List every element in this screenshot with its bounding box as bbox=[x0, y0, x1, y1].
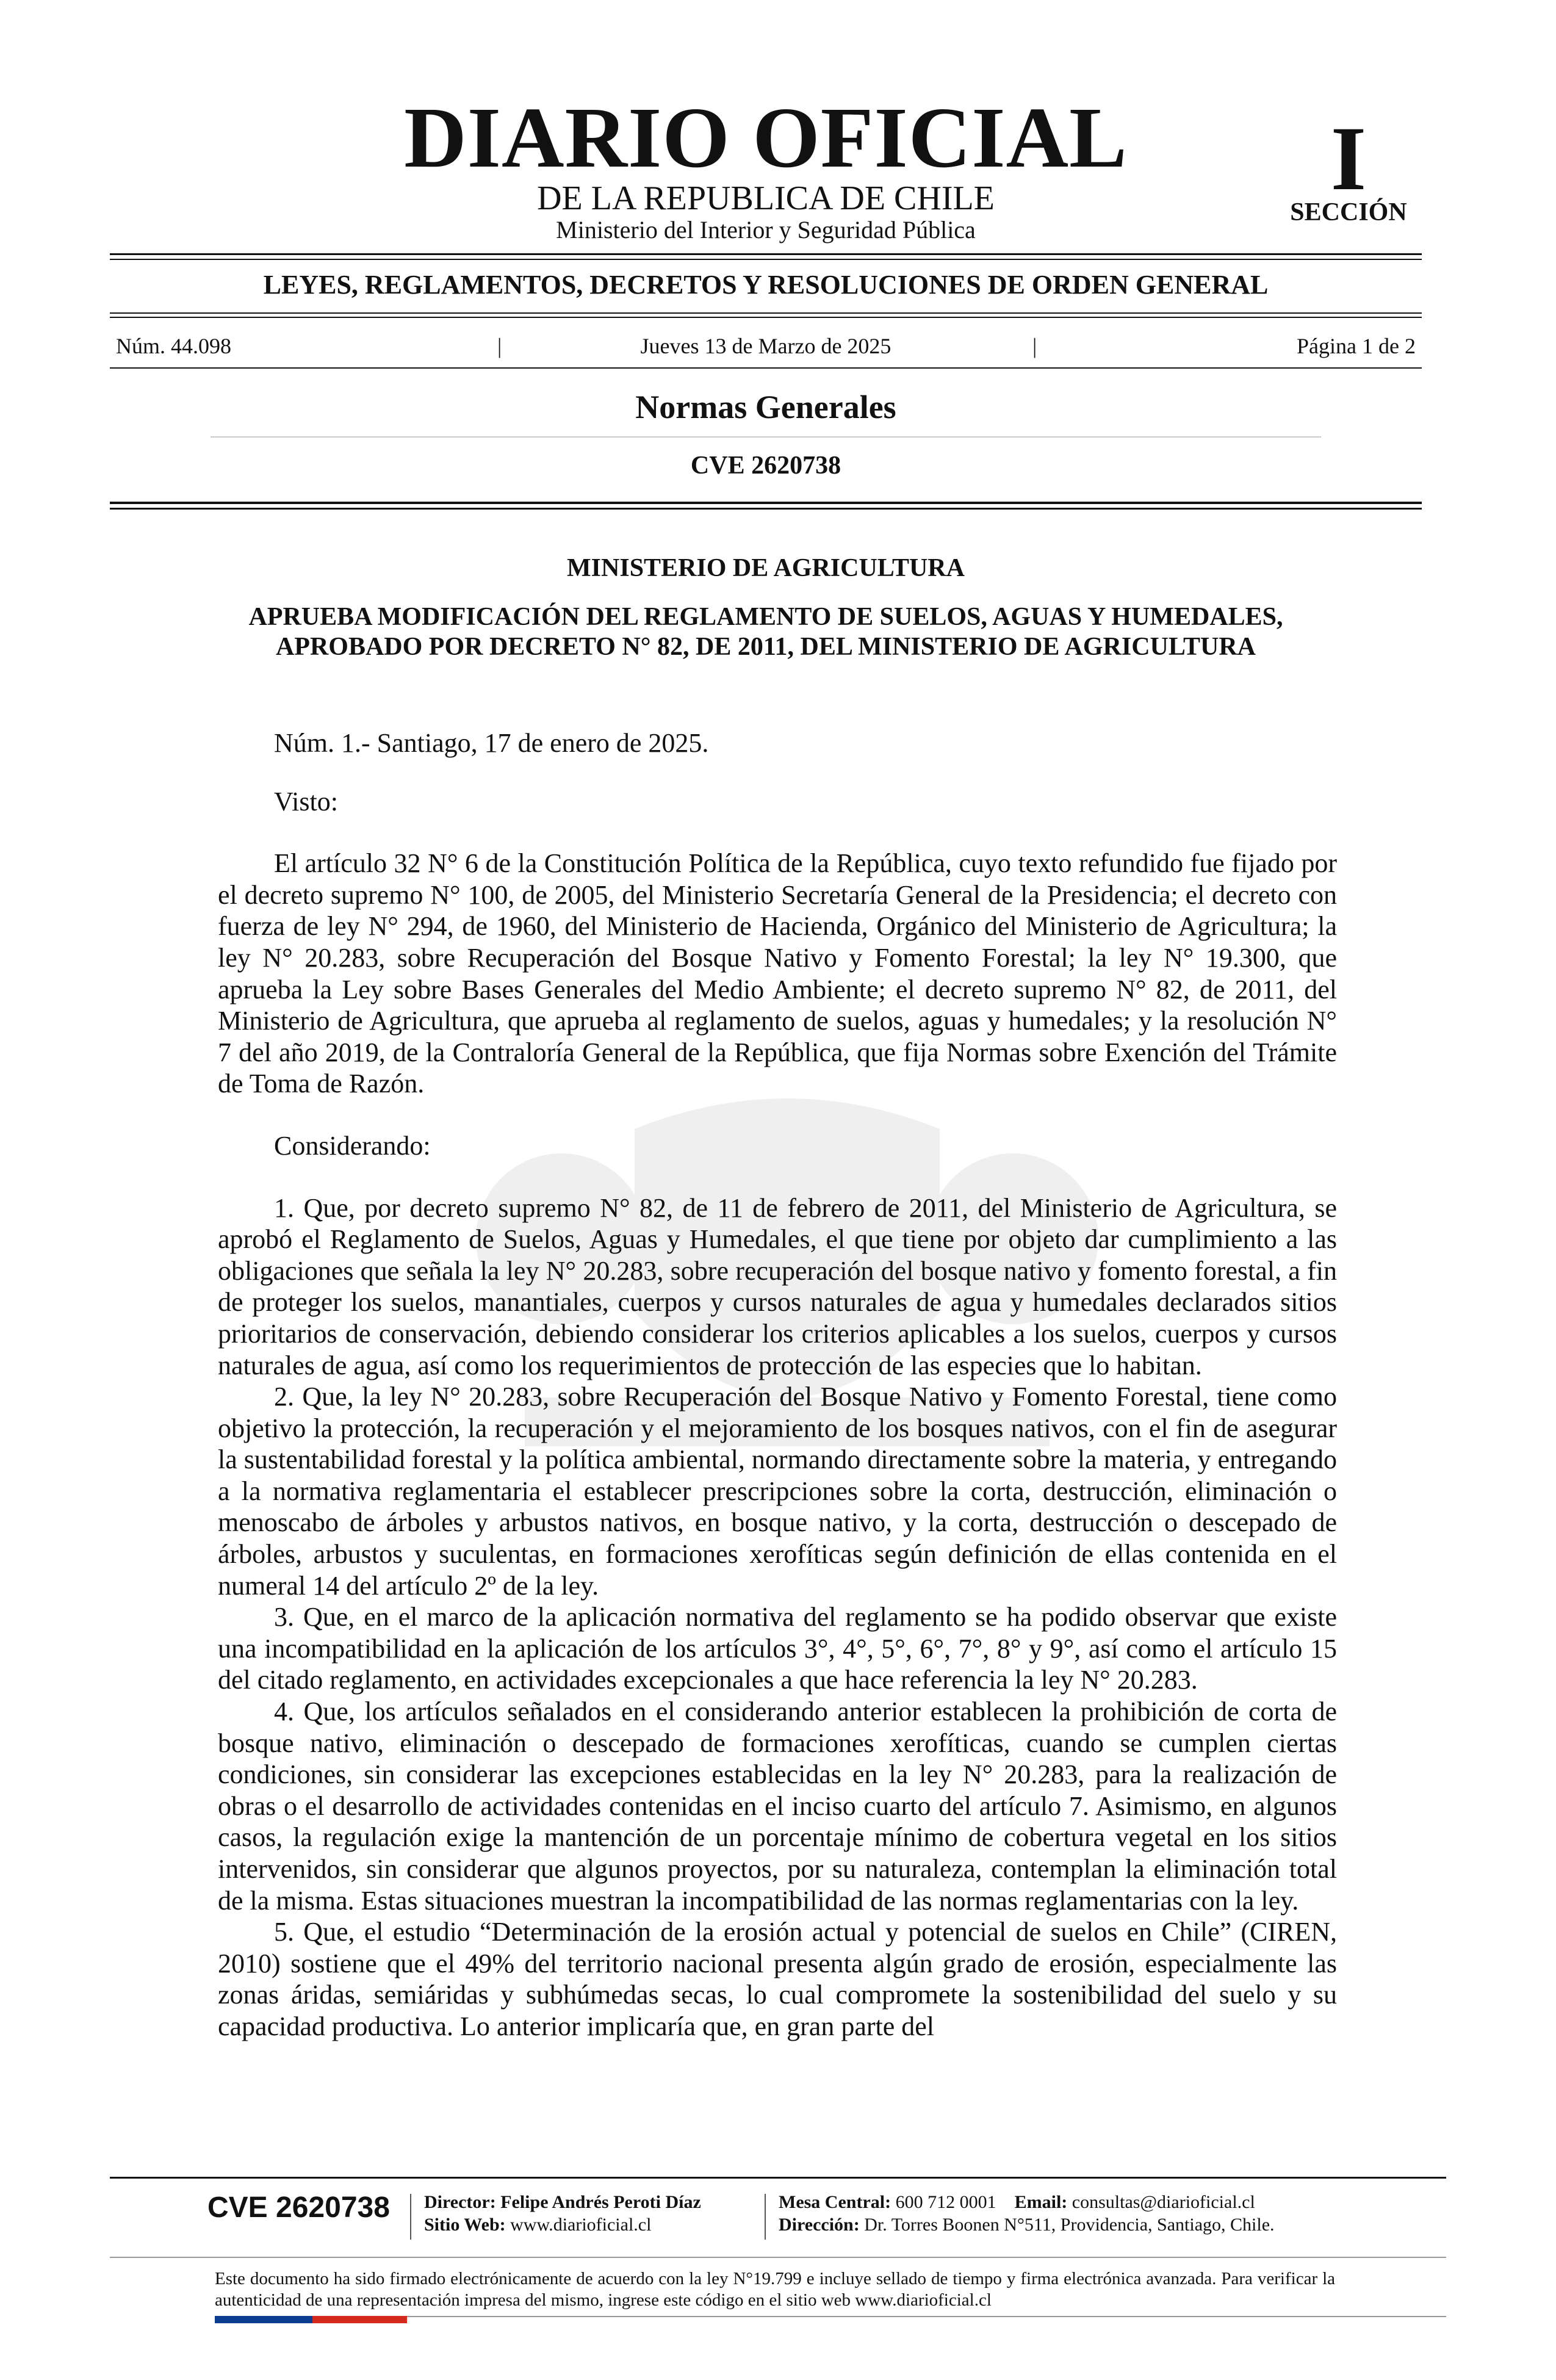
footer-separator bbox=[410, 2194, 411, 2240]
issue-number: Núm. 44.098 bbox=[116, 334, 231, 358]
newspaper-ministry: Ministerio del Interior y Seguridad Pública bbox=[556, 216, 976, 243]
newspaper-title: DIARIO OFICIAL bbox=[404, 89, 1128, 186]
masthead-rule bbox=[110, 253, 1422, 255]
masthead-rule-2 bbox=[110, 259, 1422, 260]
band-rule-2 bbox=[110, 317, 1422, 318]
meta-separator: | bbox=[497, 334, 502, 358]
meta-separator: | bbox=[1032, 334, 1037, 358]
footer-cve: CVE 2620738 bbox=[207, 2191, 390, 2224]
footer-middle-rule bbox=[110, 2257, 1446, 2258]
decree-title: APRUEBA MODIFICACIÓN DEL REGLAMENTO DE SUELOS, AGUAS Y HUMEDALES, APROBADO POR DECRETO N° 82, DE 2011, DEL MINISTERIO DE AGRICULTURA bbox=[248, 603, 1283, 661]
address-value: Dr. Torres Boonen N°511, Providencia, Santiago, Chile. bbox=[864, 2215, 1275, 2235]
mesa-label: Mesa Central: bbox=[779, 2192, 891, 2212]
issue-date: Jueves 13 de Marzo de 2025 bbox=[640, 334, 891, 358]
footer-bottom-rule bbox=[407, 2316, 1446, 2317]
flag-stripe-red bbox=[312, 2316, 407, 2323]
address-label: Dirección: bbox=[779, 2215, 860, 2235]
signature-disclaimer: Este documento ha sido firmado electrónicamente de acuerdo con la ley N°19.799 e incluye sellado de tiempo y firma electrónica avanzada. Para verificar la autenticidad de una representación impresa del mismo, ingrese este código en el sitio web www.diarioficial.cl bbox=[215, 2269, 1335, 2310]
category-title: Normas Generales bbox=[635, 389, 896, 425]
visto-paragraph: El artículo 32 N° 6 de la Constitución Política de la República, cuyo texto refundido fue fijado por el decreto supremo N° 100, de 2005, del Ministerio Secretaría General de la Presidencia; el decreto con fuerza de ley N° 294, de 1960, del Ministerio de Hacienda, Orgánico del Ministerio de Agricultura; la ley N° 20.283, sobre Recuperación del Bosque Nativo y Fomento Forestal; la ley N° 19.300, que aprueba la Ley sobre Bases Generales del Medio Ambiente; el decreto supremo N° 82, de 2011, del Ministerio de Agricultura, que aprueba al reglamento de suelos, aguas y humedales; y la resolución N° 7 del año 2019, de la Contraloría General de la República, que fija Normas sobre Exención del Trámite de Toma de Razón. bbox=[218, 848, 1337, 1099]
footer-top-rule bbox=[110, 2177, 1446, 2179]
decree-number-place: Núm. 1.- Santiago, 17 de enero de 2025. bbox=[274, 728, 709, 758]
decree-body bbox=[218, 727, 1337, 2043]
issue-meta-row bbox=[110, 332, 1422, 360]
header-cve: CVE 2620738 bbox=[690, 452, 841, 480]
considerando-paragraph: 3. Que, en el marco de la aplicación normativa del reglamento se ha podido observar que existe una incompatibilidad en la aplicación de los artículos 3°, 4°, 5°, 6°, 7°, 8° y 9°, así como el artículo 15 del citado reglamento, en actividades excepcionales a que hace referencia la ley N° 20.283. bbox=[218, 1602, 1337, 1695]
page-indicator: Página 1 de 2 bbox=[1297, 334, 1416, 358]
considerando-paragraph: 5. Que, el estudio “Determinación de la erosión actual y potencial de suelos en Chile” (CIREN, 2010) sostiene que el 49% del territorio nacional presenta algún grado de erosión, especialmente las zonas áridas, semiáridas y subhúmedas secas, lo cual compromete la sostenibilidad del suelo y su capacidad productiva. Lo anterior implicaría que, en gran parte del bbox=[218, 1917, 1337, 2041]
footer-contact-block bbox=[779, 2191, 1275, 2236]
section-label: SECCIÓN bbox=[1290, 198, 1407, 226]
flag-stripe-blue bbox=[215, 2316, 312, 2323]
category-divider bbox=[211, 436, 1321, 438]
visto-label: Visto: bbox=[274, 786, 338, 817]
section-band: LEYES, REGLAMENTOS, DECRETOS Y RESOLUCIONES DE ORDEN GENERAL bbox=[263, 270, 1269, 300]
considerando-paragraph: 2. Que, la ley N° 20.283, sobre Recuperación del Bosque Nativo y Fomento Forestal, tiene como objetivo la protección, la recuperación y el mejoramiento de los bosques nativos, con el fin de asegurar la sustentabilidad forestal y la política ambiental, normando directamente sobre la materia, y entregando a la normativa reglamentaria el establecer prescripciones sobre la corta, destrucción, eliminación o menoscabo de árboles y arbustos nativos, en bosque nativo, y la corta, destrucción o descepado de árboles, arbustos y suculentas, en formaciones xerofíticas según definición de ellas contenida en el numeral 14 del artículo 2º de la ley. bbox=[218, 1382, 1337, 1601]
considerando-paragraph: 4. Que, los artículos señalados en el considerando anterior establecen la prohibición de corta de bosque nativo, eliminación o descepado de formaciones xerofíticas, cuando se cumplen ciertas condiciones, sin considerar las excepciones establecidas en la ley N° 20.283, para la realización de obras o el desarrollo de actividades contenidas en el inciso cuarto del artículo 7. Asimismo, en algunos casos, la regulación exige la mantención de un porcentaje mínimo de cobertura vegetal en los sitios intervenidos, sin considerar que algunos proyectos, por su naturaleza, contemplan la eliminación total de la misma. Estas situaciones muestran la incompatibilidad de las normas reglamentarias con la ley. bbox=[218, 1697, 1337, 1916]
newspaper-subtitle: DE LA REPUBLICA DE CHILE bbox=[537, 179, 995, 217]
section-number: I bbox=[1330, 108, 1367, 209]
meta-rule bbox=[110, 367, 1422, 369]
decree-ministry: MINISTERIO DE AGRICULTURA bbox=[567, 554, 965, 582]
considerando-paragraph: 1. Que, por decreto supremo N° 82, de 11 de febrero de 2011, del Ministerio de Agricultura, se aprobó el Reglamento de Suelos, Aguas y Humedales, el que tiene por objeto dar cumplimiento a las obligaciones que señala la ley N° 20.283, sobre recuperación del bosque nativo y fomento forestal, a fin de proteger los suelos, manantiales, cuerpos y cursos naturales de agua y humedales declarados sitios prioritarios de conservación, debiendo considerar los criterios aplicables a los suelos, cuerpos y cursos naturales de agua, así como los requerimientos de protección de las especies que lo habitan. bbox=[218, 1192, 1337, 1380]
director-label: Director: bbox=[424, 2192, 496, 2212]
email-link[interactable]: consultas@diarioficial.cl bbox=[1072, 2192, 1255, 2212]
considerando-label: Considerando: bbox=[274, 1130, 431, 1161]
website-link[interactable]: www.diarioficial.cl bbox=[510, 2215, 652, 2235]
director-name: Felipe Andrés Peroti Díaz bbox=[500, 2192, 701, 2212]
footer-director-block bbox=[424, 2191, 701, 2236]
website-label: Sitio Web: bbox=[424, 2215, 506, 2235]
mesa-phone: 600 712 0001 bbox=[895, 2192, 996, 2212]
email-label: Email: bbox=[1014, 2192, 1068, 2212]
header-bottom-rule-2 bbox=[110, 508, 1422, 510]
masthead bbox=[110, 89, 1422, 244]
header-bottom-rule bbox=[110, 502, 1422, 504]
band-rule bbox=[110, 312, 1422, 314]
footer-separator bbox=[765, 2194, 766, 2240]
